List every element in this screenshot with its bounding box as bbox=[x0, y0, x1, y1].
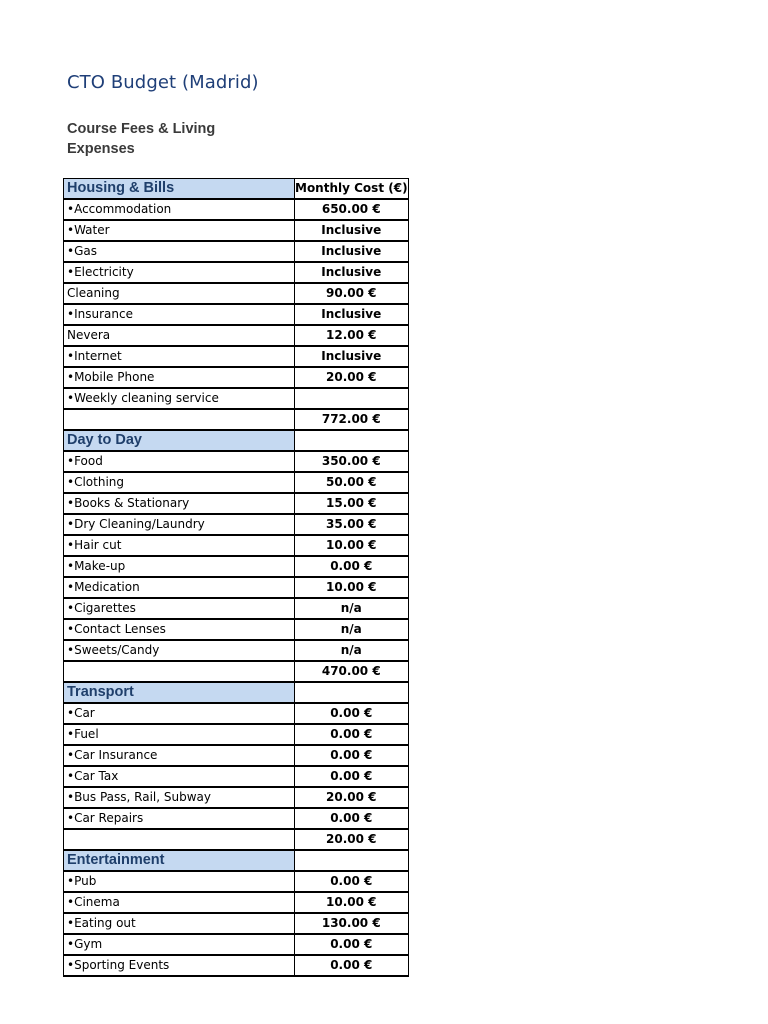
table-row bbox=[64, 556, 409, 577]
table-row bbox=[64, 535, 409, 556]
item-label: •Sweets/Candy bbox=[64, 640, 295, 661]
column-header-monthly-cost: Monthly Cost (€) bbox=[295, 179, 409, 200]
item-cost: 15.00 € bbox=[295, 493, 409, 514]
item-label: •Water bbox=[64, 220, 295, 241]
item-cost: 650.00 € bbox=[295, 199, 409, 220]
table-row bbox=[64, 472, 409, 493]
table-row bbox=[64, 199, 409, 220]
subtotal-row bbox=[64, 409, 409, 430]
item-cost: 130.00 € bbox=[295, 913, 409, 934]
budget-table-body bbox=[64, 179, 409, 977]
item-cost: 0.00 € bbox=[295, 955, 409, 976]
section-header-row bbox=[64, 430, 409, 451]
page-subtitle: Course Fees & Living Expenses bbox=[67, 121, 216, 157]
item-label: •Car Tax bbox=[64, 766, 295, 787]
item-cost: 10.00 € bbox=[295, 577, 409, 598]
item-cost: 10.00 € bbox=[295, 892, 409, 913]
section-header-empty-cell bbox=[295, 682, 409, 703]
table-row bbox=[64, 703, 409, 724]
section-title: Day to Day bbox=[64, 430, 295, 451]
item-label: •Sporting Events bbox=[64, 955, 295, 976]
table-row bbox=[64, 451, 409, 472]
item-cost: 350.00 € bbox=[295, 451, 409, 472]
item-label: •Gym bbox=[64, 934, 295, 955]
item-label: •Car bbox=[64, 703, 295, 724]
item-label: •Medication bbox=[64, 577, 295, 598]
item-label: •Weekly cleaning service bbox=[64, 388, 295, 409]
section-title: Housing & Bills bbox=[64, 179, 295, 200]
item-cost bbox=[295, 388, 409, 409]
section-title: Entertainment bbox=[64, 850, 295, 871]
item-cost: 0.00 € bbox=[295, 871, 409, 892]
subtotal-value: 470.00 € bbox=[295, 661, 409, 682]
table-row bbox=[64, 619, 409, 640]
section-title: Transport bbox=[64, 682, 295, 703]
item-label: •Food bbox=[64, 451, 295, 472]
item-label: Nevera bbox=[64, 325, 295, 346]
item-label: •Clothing bbox=[64, 472, 295, 493]
table-row bbox=[64, 283, 409, 304]
item-cost: 0.00 € bbox=[295, 724, 409, 745]
item-label: •Contact Lenses bbox=[64, 619, 295, 640]
table-row bbox=[64, 262, 409, 283]
section-header-row bbox=[64, 850, 409, 871]
item-label: •Fuel bbox=[64, 724, 295, 745]
item-cost: Inclusive bbox=[295, 262, 409, 283]
item-cost: 0.00 € bbox=[295, 808, 409, 829]
item-label: •Accommodation bbox=[64, 199, 295, 220]
item-label: •Hair cut bbox=[64, 535, 295, 556]
table-row bbox=[64, 598, 409, 619]
table-row bbox=[64, 955, 409, 976]
item-label: •Insurance bbox=[64, 304, 295, 325]
item-label: •Internet bbox=[64, 346, 295, 367]
subtotal-value: 20.00 € bbox=[295, 829, 409, 850]
item-label: •Books & Stationary bbox=[64, 493, 295, 514]
table-row bbox=[64, 493, 409, 514]
item-cost: Inclusive bbox=[295, 220, 409, 241]
section-header-row bbox=[64, 179, 409, 200]
table-row bbox=[64, 577, 409, 598]
table-row bbox=[64, 724, 409, 745]
section-header-row bbox=[64, 682, 409, 703]
table-row bbox=[64, 766, 409, 787]
table-row bbox=[64, 934, 409, 955]
item-label: Cleaning bbox=[64, 283, 295, 304]
item-label: •Gas bbox=[64, 241, 295, 262]
table-row bbox=[64, 787, 409, 808]
table-row bbox=[64, 892, 409, 913]
subtotal-row bbox=[64, 829, 409, 850]
table-row bbox=[64, 640, 409, 661]
table-row bbox=[64, 325, 409, 346]
item-cost: 10.00 € bbox=[295, 535, 409, 556]
page-title: CTO Budget (Madrid) bbox=[67, 72, 259, 93]
table-row bbox=[64, 913, 409, 934]
table-row bbox=[64, 745, 409, 766]
item-label: •Electricity bbox=[64, 262, 295, 283]
table-row bbox=[64, 514, 409, 535]
item-cost: n/a bbox=[295, 619, 409, 640]
subtotal-label-empty bbox=[64, 829, 295, 850]
item-label: •Make-up bbox=[64, 556, 295, 577]
item-cost: 0.00 € bbox=[295, 745, 409, 766]
item-cost: 0.00 € bbox=[295, 703, 409, 724]
table-row bbox=[64, 367, 409, 388]
table-row bbox=[64, 388, 409, 409]
item-cost: 35.00 € bbox=[295, 514, 409, 535]
item-label: •Pub bbox=[64, 871, 295, 892]
item-cost: 20.00 € bbox=[295, 787, 409, 808]
item-label: •Mobile Phone bbox=[64, 367, 295, 388]
item-label: •Eating out bbox=[64, 913, 295, 934]
budget-table bbox=[63, 178, 409, 977]
table-row bbox=[64, 304, 409, 325]
item-label: •Car Insurance bbox=[64, 745, 295, 766]
item-label: •Bus Pass, Rail, Subway bbox=[64, 787, 295, 808]
section-header-empty-cell bbox=[295, 430, 409, 451]
subtotal-row bbox=[64, 661, 409, 682]
item-cost: 0.00 € bbox=[295, 556, 409, 577]
table-row bbox=[64, 220, 409, 241]
subtotal-label-empty bbox=[64, 409, 295, 430]
item-label: •Dry Cleaning/Laundry bbox=[64, 514, 295, 535]
item-label: •Car Repairs bbox=[64, 808, 295, 829]
table-row bbox=[64, 871, 409, 892]
section-header-empty-cell bbox=[295, 850, 409, 871]
item-label: •Cigarettes bbox=[64, 598, 295, 619]
table-row bbox=[64, 241, 409, 262]
item-cost: 50.00 € bbox=[295, 472, 409, 493]
item-cost: Inclusive bbox=[295, 304, 409, 325]
item-cost: n/a bbox=[295, 640, 409, 661]
item-cost: 0.00 € bbox=[295, 766, 409, 787]
item-cost: Inclusive bbox=[295, 346, 409, 367]
item-label: •Cinema bbox=[64, 892, 295, 913]
subtotal-label-empty bbox=[64, 661, 295, 682]
item-cost: 90.00 € bbox=[295, 283, 409, 304]
item-cost: n/a bbox=[295, 598, 409, 619]
table-row bbox=[64, 808, 409, 829]
item-cost: 0.00 € bbox=[295, 934, 409, 955]
table-row bbox=[64, 346, 409, 367]
item-cost: Inclusive bbox=[295, 241, 409, 262]
subtotal-value: 772.00 € bbox=[295, 409, 409, 430]
item-cost: 20.00 € bbox=[295, 367, 409, 388]
item-cost: 12.00 € bbox=[295, 325, 409, 346]
